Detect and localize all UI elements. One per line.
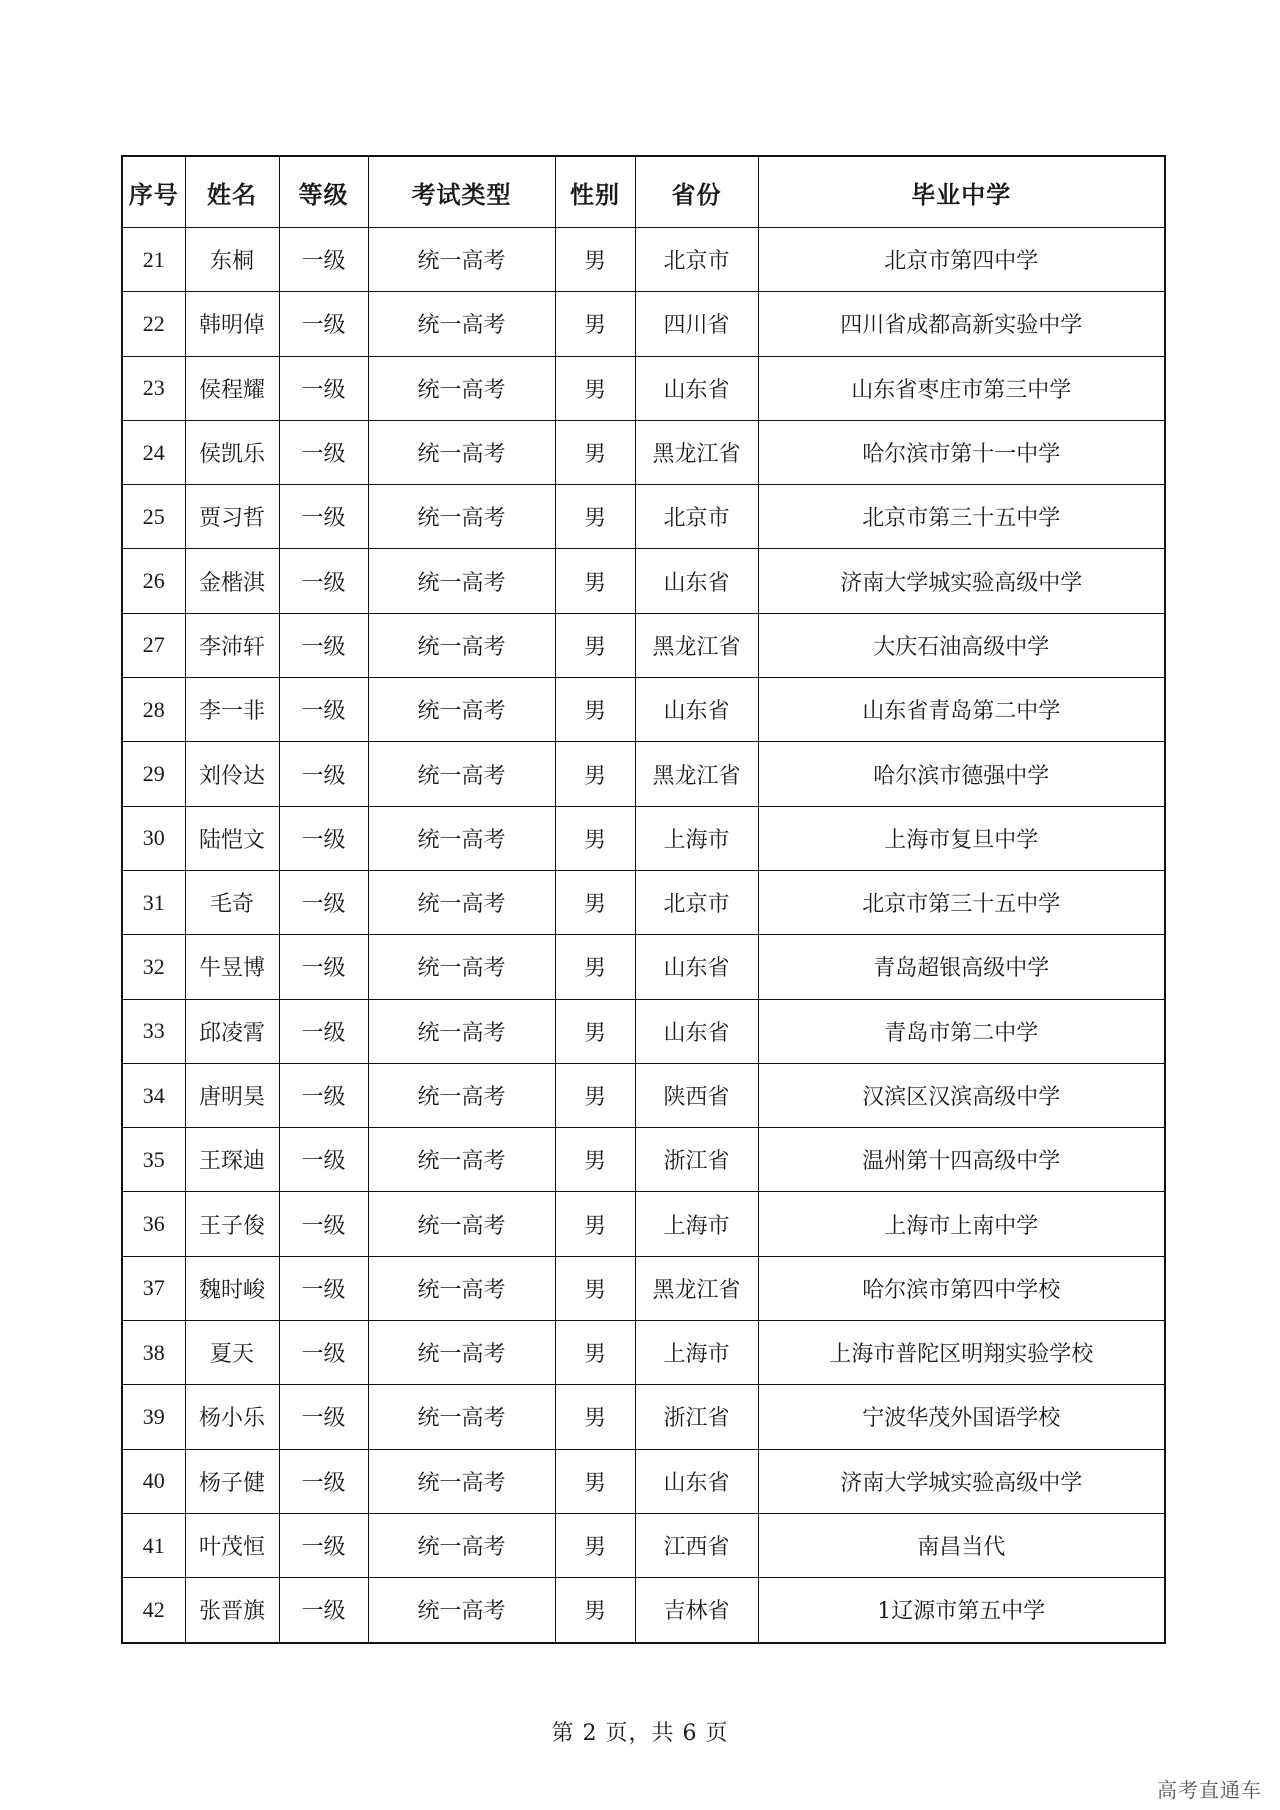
table-row — [122, 485, 1165, 549]
page-number-footer: 第 2 页，共 6 页 — [551, 1721, 729, 1746]
cell-gender: 男 — [555, 613, 635, 677]
cell-gender: 男 — [555, 678, 635, 742]
cell-exam-type: 统一高考 — [368, 228, 555, 292]
cell-exam-type: 统一高考 — [368, 1578, 555, 1643]
cell-serial-number: 35 — [122, 1128, 185, 1192]
cell-province: 北京市 — [635, 228, 758, 292]
cell-level: 一级 — [279, 1256, 368, 1320]
table-row — [122, 1449, 1165, 1513]
table-row — [122, 1385, 1165, 1449]
cell-gender: 男 — [555, 742, 635, 806]
cell-graduating-school: 大庆石油高级中学 — [758, 613, 1165, 677]
table-body — [122, 228, 1165, 1643]
cell-name: 唐明昊 — [185, 1063, 279, 1127]
cell-province: 山东省 — [635, 1449, 758, 1513]
cell-graduating-school: 北京市第三十五中学 — [758, 485, 1165, 549]
table-row — [122, 613, 1165, 677]
cell-graduating-school: 山东省青岛第二中学 — [758, 678, 1165, 742]
table-row — [122, 356, 1165, 420]
cell-name: 侯程耀 — [185, 356, 279, 420]
cell-gender: 男 — [555, 485, 635, 549]
cell-name: 贾习哲 — [185, 485, 279, 549]
cell-name: 东桐 — [185, 228, 279, 292]
cell-gender: 男 — [555, 1578, 635, 1643]
cell-province: 浙江省 — [635, 1128, 758, 1192]
cell-graduating-school: 山东省枣庄市第三中学 — [758, 356, 1165, 420]
cell-serial-number: 30 — [122, 806, 185, 870]
table-row — [122, 742, 1165, 806]
header-graduating-school: 毕业中学 — [758, 156, 1165, 228]
cell-serial-number: 37 — [122, 1256, 185, 1320]
table-row — [122, 1192, 1165, 1256]
table-row — [122, 549, 1165, 613]
header-gender: 性别 — [555, 156, 635, 228]
cell-level: 一级 — [279, 292, 368, 356]
cell-province: 陕西省 — [635, 1063, 758, 1127]
cell-gender: 男 — [555, 549, 635, 613]
cell-level: 一级 — [279, 935, 368, 999]
cell-serial-number: 36 — [122, 1192, 185, 1256]
cell-gender: 男 — [555, 935, 635, 999]
header-row — [122, 156, 1165, 228]
cell-graduating-school: 宁波华茂外国语学校 — [758, 1385, 1165, 1449]
header-level: 等级 — [279, 156, 368, 228]
table-row — [122, 1578, 1165, 1643]
cell-exam-type: 统一高考 — [368, 356, 555, 420]
cell-name: 陆恺文 — [185, 806, 279, 870]
cell-province: 山东省 — [635, 356, 758, 420]
cell-province: 黑龙江省 — [635, 613, 758, 677]
cell-level: 一级 — [279, 1128, 368, 1192]
cell-level: 一级 — [279, 1192, 368, 1256]
cell-exam-type: 统一高考 — [368, 1063, 555, 1127]
cell-serial-number: 31 — [122, 870, 185, 934]
cell-level: 一级 — [279, 742, 368, 806]
cell-name: 叶茂恒 — [185, 1513, 279, 1577]
cell-province: 黑龙江省 — [635, 420, 758, 484]
cell-gender: 男 — [555, 999, 635, 1063]
cell-exam-type: 统一高考 — [368, 935, 555, 999]
cell-serial-number: 42 — [122, 1578, 185, 1643]
cell-gender: 男 — [555, 1063, 635, 1127]
cell-gender: 男 — [555, 1128, 635, 1192]
cell-serial-number: 24 — [122, 420, 185, 484]
table-row — [122, 1063, 1165, 1127]
cell-province: 黑龙江省 — [635, 742, 758, 806]
cell-level: 一级 — [279, 1513, 368, 1577]
cell-serial-number: 29 — [122, 742, 185, 806]
cell-graduating-school: 上海市上南中学 — [758, 1192, 1165, 1256]
cell-gender: 男 — [555, 292, 635, 356]
header-exam-type: 考试类型 — [368, 156, 555, 228]
cell-name: 李沛轩 — [185, 613, 279, 677]
header-serial-number: 序号 — [122, 156, 185, 228]
cell-exam-type: 统一高考 — [368, 292, 555, 356]
cell-name: 夏天 — [185, 1321, 279, 1385]
cell-graduating-school: 济南大学城实验高级中学 — [758, 549, 1165, 613]
cell-name: 刘伶达 — [185, 742, 279, 806]
cell-exam-type: 统一高考 — [368, 485, 555, 549]
cell-province: 上海市 — [635, 1192, 758, 1256]
cell-gender: 男 — [555, 1449, 635, 1513]
cell-gender: 男 — [555, 806, 635, 870]
cell-name: 王琛迪 — [185, 1128, 279, 1192]
cell-province: 黑龙江省 — [635, 1256, 758, 1320]
cell-level: 一级 — [279, 1449, 368, 1513]
cell-exam-type: 统一高考 — [368, 742, 555, 806]
cell-province: 北京市 — [635, 870, 758, 934]
cell-gender: 男 — [555, 420, 635, 484]
table-row — [122, 870, 1165, 934]
cell-serial-number: 39 — [122, 1385, 185, 1449]
cell-serial-number: 33 — [122, 999, 185, 1063]
cell-name: 韩明倬 — [185, 292, 279, 356]
cell-level: 一级 — [279, 228, 368, 292]
cell-serial-number: 27 — [122, 613, 185, 677]
cell-exam-type: 统一高考 — [368, 1128, 555, 1192]
cell-serial-number: 38 — [122, 1321, 185, 1385]
cell-serial-number: 40 — [122, 1449, 185, 1513]
cell-exam-type: 统一高考 — [368, 1449, 555, 1513]
cell-gender: 男 — [555, 228, 635, 292]
admission-roster-table — [121, 155, 1166, 1644]
cell-gender: 男 — [555, 356, 635, 420]
cell-name: 杨小乐 — [185, 1385, 279, 1449]
cell-gender: 男 — [555, 1385, 635, 1449]
cell-province: 山东省 — [635, 999, 758, 1063]
cell-name: 杨子健 — [185, 1449, 279, 1513]
cell-exam-type: 统一高考 — [368, 870, 555, 934]
cell-level: 一级 — [279, 420, 368, 484]
cell-exam-type: 统一高考 — [368, 678, 555, 742]
cell-exam-type: 统一高考 — [368, 1321, 555, 1385]
cell-graduating-school: 青岛市第二中学 — [758, 999, 1165, 1063]
table-row — [122, 1513, 1165, 1577]
cell-province: 上海市 — [635, 806, 758, 870]
cell-graduating-school: 哈尔滨市第十一中学 — [758, 420, 1165, 484]
table-row — [122, 228, 1165, 292]
cell-exam-type: 统一高考 — [368, 999, 555, 1063]
table-row — [122, 420, 1165, 484]
cell-graduating-school: 哈尔滨市第四中学校 — [758, 1256, 1165, 1320]
cell-graduating-school: 南昌当代 — [758, 1513, 1165, 1577]
table-row — [122, 1256, 1165, 1320]
cell-serial-number: 26 — [122, 549, 185, 613]
cell-exam-type: 统一高考 — [368, 1256, 555, 1320]
cell-name: 金楷淇 — [185, 549, 279, 613]
cell-serial-number: 23 — [122, 356, 185, 420]
cell-level: 一级 — [279, 613, 368, 677]
cell-graduating-school: 汉滨区汉滨高级中学 — [758, 1063, 1165, 1127]
cell-serial-number: 21 — [122, 228, 185, 292]
cell-exam-type: 统一高考 — [368, 806, 555, 870]
cell-exam-type: 统一高考 — [368, 1513, 555, 1577]
cell-exam-type: 统一高考 — [368, 420, 555, 484]
cell-level: 一级 — [279, 485, 368, 549]
cell-province: 上海市 — [635, 1321, 758, 1385]
cell-graduating-school: 上海市普陀区明翔实验学校 — [758, 1321, 1165, 1385]
cell-name: 李一非 — [185, 678, 279, 742]
cell-level: 一级 — [279, 806, 368, 870]
cell-level: 一级 — [279, 999, 368, 1063]
cell-province: 山东省 — [635, 678, 758, 742]
watermark-text: 高考直通车 — [1157, 1778, 1262, 1802]
cell-graduating-school: 青岛超银高级中学 — [758, 935, 1165, 999]
cell-province: 吉林省 — [635, 1578, 758, 1643]
table-row — [122, 935, 1165, 999]
table-row — [122, 999, 1165, 1063]
cell-level: 一级 — [279, 1385, 368, 1449]
cell-exam-type: 统一高考 — [368, 1385, 555, 1449]
cell-province: 山东省 — [635, 549, 758, 613]
table-row — [122, 678, 1165, 742]
cell-graduating-school: 温州第十四高级中学 — [758, 1128, 1165, 1192]
cell-name: 邱凌霄 — [185, 999, 279, 1063]
cell-graduating-school: 四川省成都高新实验中学 — [758, 292, 1165, 356]
cell-serial-number: 28 — [122, 678, 185, 742]
cell-province: 北京市 — [635, 485, 758, 549]
cell-level: 一级 — [279, 549, 368, 613]
cell-exam-type: 统一高考 — [368, 549, 555, 613]
cell-gender: 男 — [555, 1321, 635, 1385]
cell-serial-number: 32 — [122, 935, 185, 999]
cell-name: 牛昱博 — [185, 935, 279, 999]
header-province: 省份 — [635, 156, 758, 228]
cell-serial-number: 34 — [122, 1063, 185, 1127]
cell-graduating-school: 济南大学城实验高级中学 — [758, 1449, 1165, 1513]
cell-serial-number: 41 — [122, 1513, 185, 1577]
table-row — [122, 1128, 1165, 1192]
cell-level: 一级 — [279, 1578, 368, 1643]
cell-graduating-school: 北京市第四中学 — [758, 228, 1165, 292]
cell-province: 山东省 — [635, 935, 758, 999]
header-name: 姓名 — [185, 156, 279, 228]
cell-level: 一级 — [279, 678, 368, 742]
cell-graduating-school: 哈尔滨市德强中学 — [758, 742, 1165, 806]
cell-gender: 男 — [555, 870, 635, 934]
cell-level: 一级 — [279, 1321, 368, 1385]
cell-graduating-school: 北京市第三十五中学 — [758, 870, 1165, 934]
cell-name: 魏时峻 — [185, 1256, 279, 1320]
cell-serial-number: 22 — [122, 292, 185, 356]
cell-graduating-school: 上海市复旦中学 — [758, 806, 1165, 870]
cell-province: 浙江省 — [635, 1385, 758, 1449]
cell-graduating-school: 1辽源市第五中学 — [758, 1578, 1165, 1643]
cell-level: 一级 — [279, 356, 368, 420]
cell-serial-number: 25 — [122, 485, 185, 549]
cell-gender: 男 — [555, 1192, 635, 1256]
table-header — [122, 156, 1165, 228]
table-row — [122, 292, 1165, 356]
cell-exam-type: 统一高考 — [368, 613, 555, 677]
table-row — [122, 1321, 1165, 1385]
cell-name: 王子俊 — [185, 1192, 279, 1256]
cell-name: 毛奇 — [185, 870, 279, 934]
table-row — [122, 806, 1165, 870]
cell-name: 张晋旗 — [185, 1578, 279, 1643]
cell-province: 四川省 — [635, 292, 758, 356]
cell-gender: 男 — [555, 1513, 635, 1577]
cell-exam-type: 统一高考 — [368, 1192, 555, 1256]
cell-level: 一级 — [279, 1063, 368, 1127]
cell-level: 一级 — [279, 870, 368, 934]
cell-name: 侯凯乐 — [185, 420, 279, 484]
cell-province: 江西省 — [635, 1513, 758, 1577]
cell-gender: 男 — [555, 1256, 635, 1320]
